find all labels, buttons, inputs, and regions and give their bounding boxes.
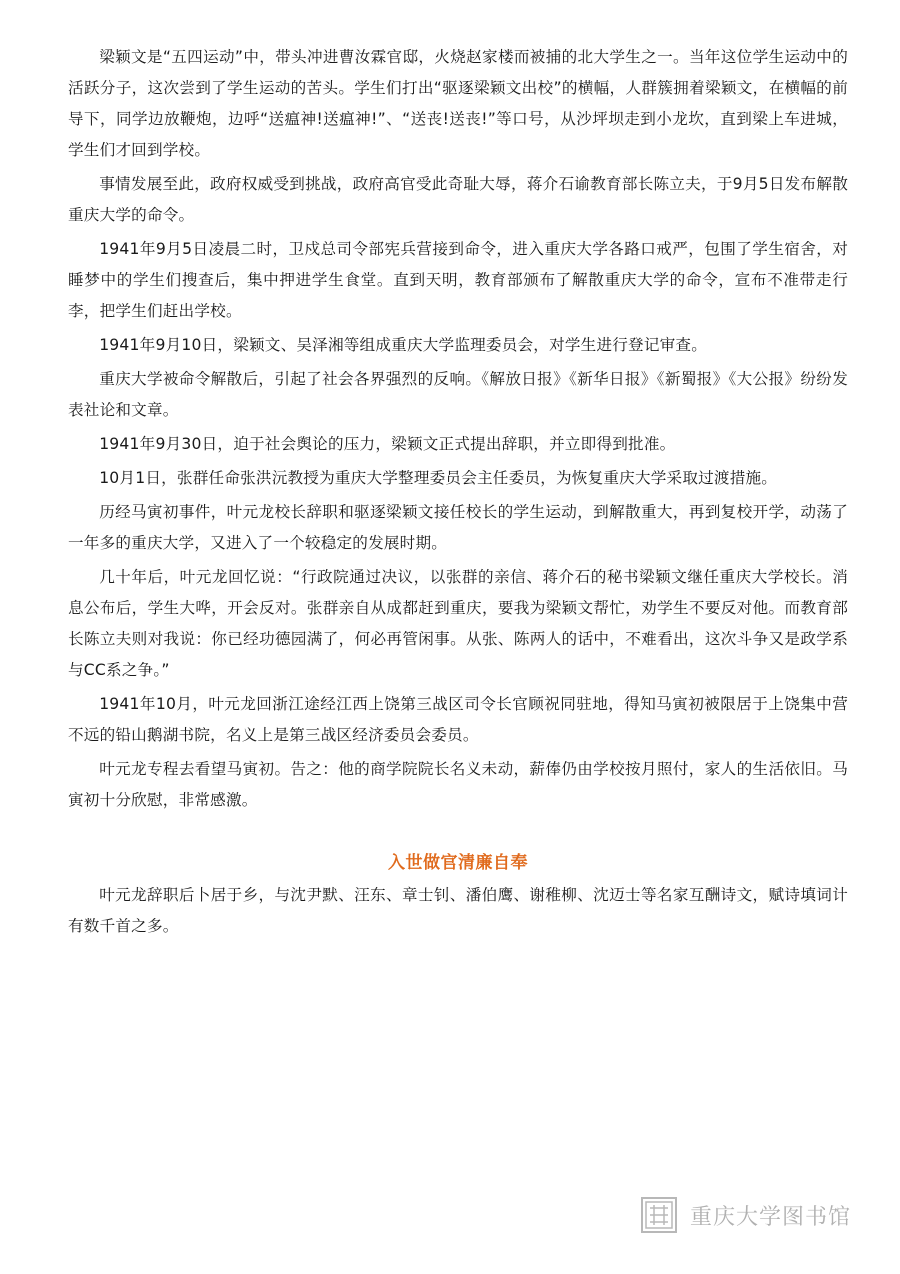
paragraph: 重庆大学被命令解散后，引起了社会各界强烈的反响。《解放日报》《新华日报》《新蜀报》《大公报》纷纷发表社论和文章。 (68, 370, 848, 419)
paragraph: 1941年9月10日，梁颖文、吴泽湘等组成重庆大学监理委员会，对学生进行登记审查。 (99, 336, 708, 354)
article-body (68, 42, 848, 945)
paragraph: 梁颖文是“五四运动”中，带头冲进曹汝霖官邸，火烧赵家楼而被捕的北大学生之一。当年这位学生运动中的活跃分子，这次尝到了学生运动的苦头。学生们打出“驱逐梁颖文出校”的横幅，人群簇拥着梁颖文，在横幅的前导下，同学边放鞭炮，边呼“送瘟神!送瘟神!”、“送丧!送丧!”等口号，从沙坪坝走到小龙坎，直到梁上车进城，学生们才回到学校。 (68, 48, 848, 159)
paragraph: 叶元龙专程去看望马寅初。告之：他的商学院院长名义未动，薪俸仍由学校按月照付，家人的生活依旧。马寅初十分欣慰，非常感激。 (68, 760, 848, 809)
paragraph: 1941年9月5日凌晨二时，卫戍总司令部宪兵营接到命令，进入重庆大学各路口戒严，包围了学生宿舍，对睡梦中的学生们搜查后，集中押进学生食堂。直到天明，教育部颁布了解散重庆大学的命令，宣布不准带走行李，把学生们赶出学校。 (68, 240, 848, 320)
paragraph: 几十年后，叶元龙回忆说：“行政院通过决议，以张群的亲信、蒋介石的秘书梁颖文继任重庆大学校长。消息公布后，学生大哗，开会反对。张群亲自从成都赶到重庆，要我为梁颖文帮忙，劝学生不要反对他。而教育部长陈立夫则对我说：你已经功德园满了，何必再管闲事。从张、陈两人的话中，不难看出，这次斗争又是政学系与CC系之争。” (68, 568, 848, 679)
watermark-text: 重庆大学图书馆 (690, 1204, 852, 1230)
paragraph: 10月1日，张群任命张洪沅教授为重庆大学整理委员会主任委员，为恢复重庆大学采取过渡措施。 (99, 469, 778, 487)
paragraph: 1941年10月，叶元龙回浙江途经江西上饶第三战区司令长官顾祝同驻地，得知马寅初被限居于上饶集中营不远的铅山鹅湖书院，名义上是第三战区经济委员会委员。 (68, 695, 848, 744)
paragraph: 叶元龙辞职后卜居于乡，与沈尹默、汪东、章士钊、潘伯鹰、谢稚柳、沈迈士等名家互酬诗文，赋诗填词计有数千首之多。 (68, 886, 848, 935)
paragraph: 1941年9月30日，迫于社会舆论的压力，梁颖文正式提出辞职，并立即得到批准。 (99, 435, 676, 453)
section-heading: 入世做官清廉自奉 (388, 853, 528, 873)
library-watermark (640, 1192, 851, 1238)
paragraph: 事情发展至此，政府权威受到挑战，政府高官受此奇耻大辱，蒋介石谕教育部长陈立夫，于9月5日发布解散重庆大学的命令。 (68, 175, 848, 224)
library-logo-icon (640, 1196, 678, 1234)
paragraph: 历经马寅初事件，叶元龙校长辞职和驱逐梁颖文接任校长的学生运动，到解散重大，再到复校开学，动荡了一年多的重庆大学，又进入了一个较稳定的发展时期。 (68, 503, 848, 552)
